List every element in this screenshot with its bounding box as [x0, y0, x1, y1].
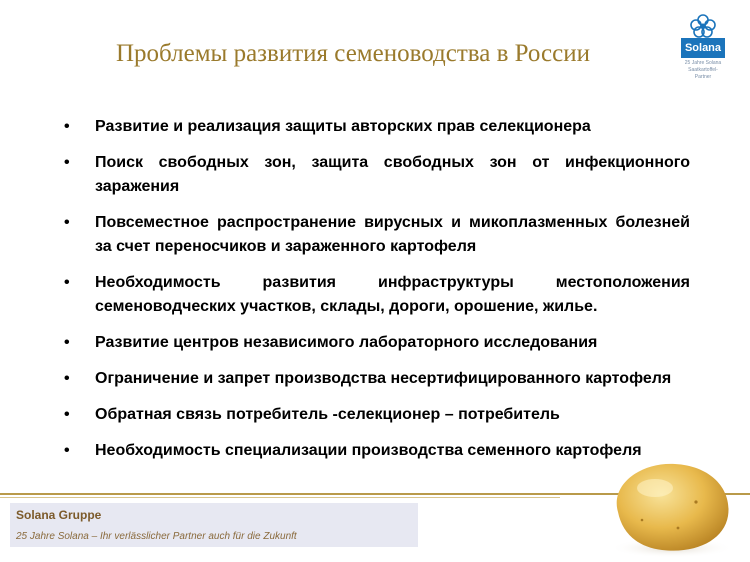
bullet-item [64, 367, 690, 391]
bullet-dot: • [64, 154, 70, 171]
logo-tagline-line1: 25 Jahre Solana [684, 60, 722, 66]
logo-brand: Solana [681, 38, 725, 58]
bullet-dot: • [64, 442, 70, 459]
bullet-dot: • [64, 406, 70, 423]
bullet-text: Необходимость специализации производства семенного картофеля [95, 442, 642, 459]
footer-company: Solana Gruppe [16, 508, 102, 522]
bullet-text: Поиск свободных зон, защита свободных зон от инфекционного заражения [95, 154, 690, 195]
bullet-text: Развитие и реализация защиты авторских прав селекционера [95, 118, 591, 135]
footer-rule-thin [0, 497, 560, 498]
bullet-item [64, 151, 690, 199]
bullet-item [64, 331, 690, 355]
bullet-dot: • [64, 274, 70, 291]
bullet-text: Повсеместное распространение вирусных и микоплазменных болезней за счет переносчиков и зараженного картофеля [95, 214, 690, 255]
bullet-text: Обратная связь потребитель -селекционер – потребитель [95, 406, 560, 423]
slide-title: Проблемы развития семеноводства в России [116, 40, 590, 67]
flower-icon [681, 12, 725, 38]
bullet-item [64, 271, 690, 319]
bullet-text: Развитие центров независимого лабораторного исследования [95, 334, 598, 351]
bullet-item [64, 439, 690, 463]
solana-logo [681, 12, 725, 78]
bullet-item [64, 403, 690, 427]
bullet-text: Необходимость развития инфраструктуры местоположения семеноводческих участков, склады, дороги, орошение, жилье. [95, 274, 690, 315]
bullet-dot: • [64, 214, 70, 231]
bullet-dot: • [64, 334, 70, 351]
bullet-item [64, 211, 690, 259]
bullet-list [64, 115, 690, 463]
bullet-dot: • [64, 370, 70, 387]
potato-image [600, 450, 740, 560]
footer-slogan: 25 Jahre Solana – Ihr verlässlicher Partner auch für die Zukunft [16, 531, 297, 542]
logo-tagline-line2: Saatkartoffel-Partner [688, 67, 718, 80]
bullet-dot: • [64, 118, 70, 135]
bullet-item [64, 115, 690, 139]
bullet-text: Ограничение и запрет производства несертифицированного картофеля [95, 370, 672, 387]
logo-tagline [681, 60, 725, 81]
footer-banner [10, 503, 418, 547]
